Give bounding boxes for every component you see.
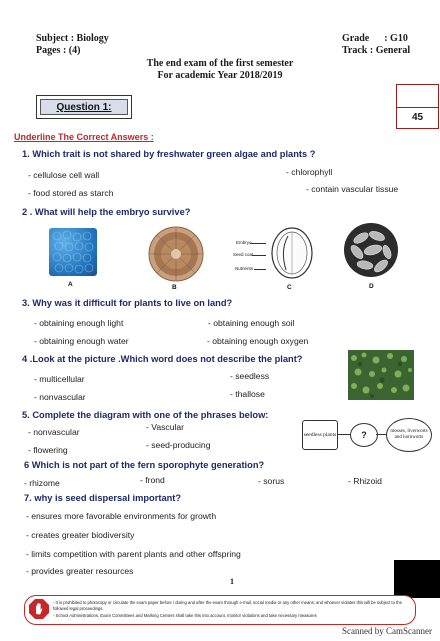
exam-title: The end exam of the first semester xyxy=(146,58,294,69)
image-b-label: B xyxy=(172,284,177,291)
question-3-text: 3. Why was it difficult for plants to live on land? xyxy=(22,298,233,308)
image-c-label: C xyxy=(287,284,292,291)
q7-option-d: - provides greater resources xyxy=(26,566,134,576)
q3-option-d: - obtaining enough oxygen xyxy=(207,336,309,346)
seed-label-nutrients: Nutrients xyxy=(235,266,254,271)
question-5-text: 5. Complete the diagram with one of the phrases below: xyxy=(22,410,269,420)
subject-label: Subject : Biology xyxy=(36,33,109,44)
footer-line-1: - It is prohibited to photocopy or circulate the exam paper before / during and after the exam through e-mail, social media or any other means; and whoever violates this will be subject to the followed legal proceedings. xyxy=(53,600,402,611)
question-6-text: 6 Which is not part of the fern sporophyte generation? xyxy=(24,460,265,470)
q1-option-c: - food stored as starch xyxy=(28,188,114,198)
image-d-spores xyxy=(343,222,399,278)
seed-label-embryo: Embryo xyxy=(236,240,252,245)
q3-option-b: - obtaining enough soil xyxy=(208,318,295,328)
question-label-frame xyxy=(36,95,132,119)
diagram-mosses-node: mosses, liverworts and hornworts xyxy=(386,418,432,452)
q4-option-a: - multicellular xyxy=(34,374,85,384)
q7-option-c: - limits competition with parent plants and other offspring xyxy=(26,549,241,559)
question-1-text: 1. Which trait is not shared by freshwater green algae and plants ? xyxy=(22,149,316,159)
diagram-connector-left xyxy=(337,434,350,435)
q6-option-a: - rhizome xyxy=(24,478,60,488)
image-c-seed xyxy=(264,226,314,280)
score-value: 45 xyxy=(396,106,439,129)
stop-hand-icon xyxy=(29,599,49,619)
q7-option-b: - creates greater biodiversity xyxy=(26,530,135,540)
seed-pointer-3 xyxy=(254,269,266,270)
footer-warning-box xyxy=(24,595,416,625)
classification-diagram xyxy=(302,418,432,452)
diagram-unknown-node: ? xyxy=(350,423,378,447)
q6-option-b: - frond xyxy=(140,475,165,485)
image-a-cells xyxy=(49,228,97,276)
q5-option-a: - nonvascular xyxy=(28,427,80,437)
footer-line-2: - School Administrations, Exam Committees and Marking Centers shall take this into account, monitor violations and take necessary measures xyxy=(53,613,317,618)
image-b-stem xyxy=(148,226,204,282)
q1-option-a: - cellulose cell wall xyxy=(28,170,100,180)
q4-option-d: - thallose xyxy=(230,389,265,399)
question-2-text: 2 . What will help the embryo survive? xyxy=(22,207,191,217)
diagram-seedless-plants: seedless plants xyxy=(302,420,338,450)
question-label: Question 1: xyxy=(40,99,128,115)
seed-pointer-1 xyxy=(250,243,266,244)
q5-option-d: - seed-producing xyxy=(146,440,211,450)
q5-option-b: - Vascular xyxy=(146,422,185,432)
moss-photo xyxy=(348,350,414,400)
image-a-label: A xyxy=(68,281,73,288)
black-redaction-box xyxy=(394,560,440,598)
image-d-label: D xyxy=(369,283,374,290)
pages-label: Pages : (4) xyxy=(36,45,81,56)
score-box-top xyxy=(396,84,439,108)
q1-option-b: - chlorophyll xyxy=(286,167,333,177)
academic-year: For academic Year 2018/2019 xyxy=(157,70,283,81)
diagram-connector-right xyxy=(376,434,386,435)
page-number: 1 xyxy=(230,577,234,586)
q4-option-b: - seedless xyxy=(230,371,270,381)
q3-option-c: - obtaining enough water xyxy=(34,336,129,346)
camscanner-watermark: Scanned by CamScanner xyxy=(342,626,432,636)
q1-option-d: - contain vascular tissue xyxy=(306,184,399,194)
instruction: Underline The Correct Answers : xyxy=(14,132,154,142)
grade-label: Grade : G10 xyxy=(342,33,408,44)
q3-option-a: - obtaining enough light xyxy=(34,318,124,328)
q6-option-c: - sorus xyxy=(258,476,285,486)
q5-option-c: - flowering xyxy=(28,445,68,455)
track-label: Track : General xyxy=(342,45,411,56)
seed-label-coat: Seed coat xyxy=(233,252,254,257)
q6-option-d: - Rhizoid xyxy=(348,476,382,486)
question-7-text: 7. why is seed dispersal important? xyxy=(24,493,182,503)
q7-option-a: - ensures more favorable environments for growth xyxy=(26,511,217,521)
question-4-text: 4 .Look at the picture .Which word does not describe the plant? xyxy=(22,354,303,364)
seed-pointer-2 xyxy=(252,255,266,256)
q4-option-c: - nonvascular xyxy=(34,392,86,402)
